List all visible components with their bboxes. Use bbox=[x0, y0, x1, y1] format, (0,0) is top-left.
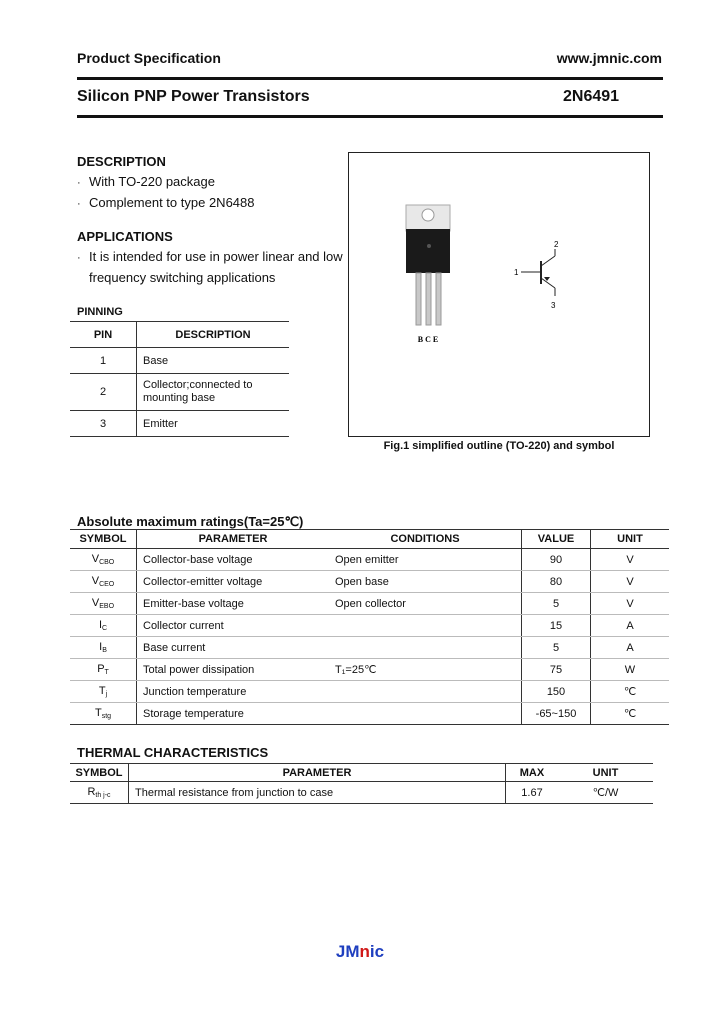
lead-base bbox=[416, 273, 421, 325]
description-list bbox=[77, 172, 254, 214]
pin-letters: B C E bbox=[417, 335, 439, 344]
figure-caption: Fig.1 simplified outline (TO-220) and symbol bbox=[383, 440, 615, 452]
column-header: CONDITIONS bbox=[329, 530, 522, 549]
description-heading: DESCRIPTION bbox=[77, 154, 166, 169]
table-header-row bbox=[70, 322, 289, 348]
thermal-table bbox=[70, 763, 653, 804]
bullet-icon: · bbox=[77, 198, 81, 210]
list-item: frequency switching applications bbox=[89, 270, 276, 285]
table-row: $R_{th j-c}$ Thermal resistance from junction to case 1.67 ℃/W bbox=[70, 782, 653, 804]
lead-emitter bbox=[436, 273, 441, 325]
list-item: · Complement to type 2N6488 bbox=[77, 193, 254, 214]
column-header: SYMBOL bbox=[70, 764, 129, 782]
table-row: $I_B$ Base current 5 A bbox=[70, 637, 669, 659]
logo-part-n: n bbox=[359, 942, 370, 961]
abs-max-title: Absolute maximum ratings(Ta=25℃) bbox=[77, 514, 304, 529]
header-left: Product Specification bbox=[77, 50, 221, 66]
column-header: PARAMETER bbox=[137, 530, 330, 549]
list-item: · With TO-220 package bbox=[77, 172, 254, 193]
column-header: UNIT bbox=[591, 530, 670, 549]
column-header: SYMBOL bbox=[70, 530, 137, 549]
table-header-row bbox=[70, 530, 669, 549]
bullet-icon: · bbox=[77, 177, 81, 189]
column-header: PIN bbox=[70, 322, 137, 348]
table-row: $V_{CBO}$ Collector-base voltage Open emitter 90 V bbox=[70, 549, 669, 571]
abs-max-table bbox=[70, 529, 669, 725]
column-header: UNIT bbox=[558, 764, 653, 782]
symbol-label-base: 1 bbox=[514, 268, 519, 277]
column-header: PARAMETER bbox=[129, 764, 506, 782]
table-row: $T_j$ Junction temperature 150 ℃ bbox=[70, 681, 669, 703]
title-rule bbox=[77, 115, 663, 118]
header-rule bbox=[77, 77, 663, 80]
column-header: MAX bbox=[506, 764, 559, 782]
table-row: 1 Base bbox=[70, 348, 289, 374]
part-number: 2N6491 bbox=[563, 88, 620, 105]
figure-box bbox=[348, 152, 650, 437]
applications-heading: APPLICATIONS bbox=[77, 229, 173, 244]
bullet-icon: · bbox=[77, 252, 81, 264]
jmnic-logo bbox=[0, 942, 720, 962]
table-row: $I_C$ Collector current 15 A bbox=[70, 615, 669, 637]
mounting-hole bbox=[422, 209, 434, 221]
thermal-title: THERMAL CHARACTERISTICS bbox=[77, 745, 269, 760]
lead-collector bbox=[426, 273, 431, 325]
symbol-label-collector: 2 bbox=[554, 240, 559, 249]
column-header: DESCRIPTION bbox=[137, 322, 290, 348]
table-row: $P_T$ Total power dissipation T₁=25℃ 75 W bbox=[70, 659, 669, 681]
pinning-heading: PINNING bbox=[77, 306, 123, 318]
logo-part-ic: ic bbox=[369, 942, 385, 961]
to220-package-illustration bbox=[349, 153, 649, 436]
table-row: $V_{CEO}$ Collector-emitter voltage Open base 80 V bbox=[70, 571, 669, 593]
table-row: 2 Collector;connected to mounting base bbox=[70, 374, 289, 411]
list-item: · It is intended for use in power linear and low bbox=[77, 247, 343, 268]
table-row: $T_{stg}$ Storage temperature -65~150 ℃ bbox=[70, 703, 669, 725]
header-website: www.jmnic.com bbox=[556, 50, 662, 66]
column-header: VALUE bbox=[522, 530, 591, 549]
table-row: $V_{EBO}$ Emitter-base voltage Open collector 5 V bbox=[70, 593, 669, 615]
package-body bbox=[406, 229, 450, 273]
logo-part-jm: JM bbox=[335, 942, 360, 961]
applications-list bbox=[77, 247, 343, 287]
table-row: 3 Emitter bbox=[70, 411, 289, 437]
symbol-label-emitter: 3 bbox=[551, 301, 556, 310]
table-header-row bbox=[70, 764, 653, 782]
product-title: Silicon PNP Power Transistors bbox=[77, 88, 310, 105]
pinning-table bbox=[70, 321, 289, 437]
